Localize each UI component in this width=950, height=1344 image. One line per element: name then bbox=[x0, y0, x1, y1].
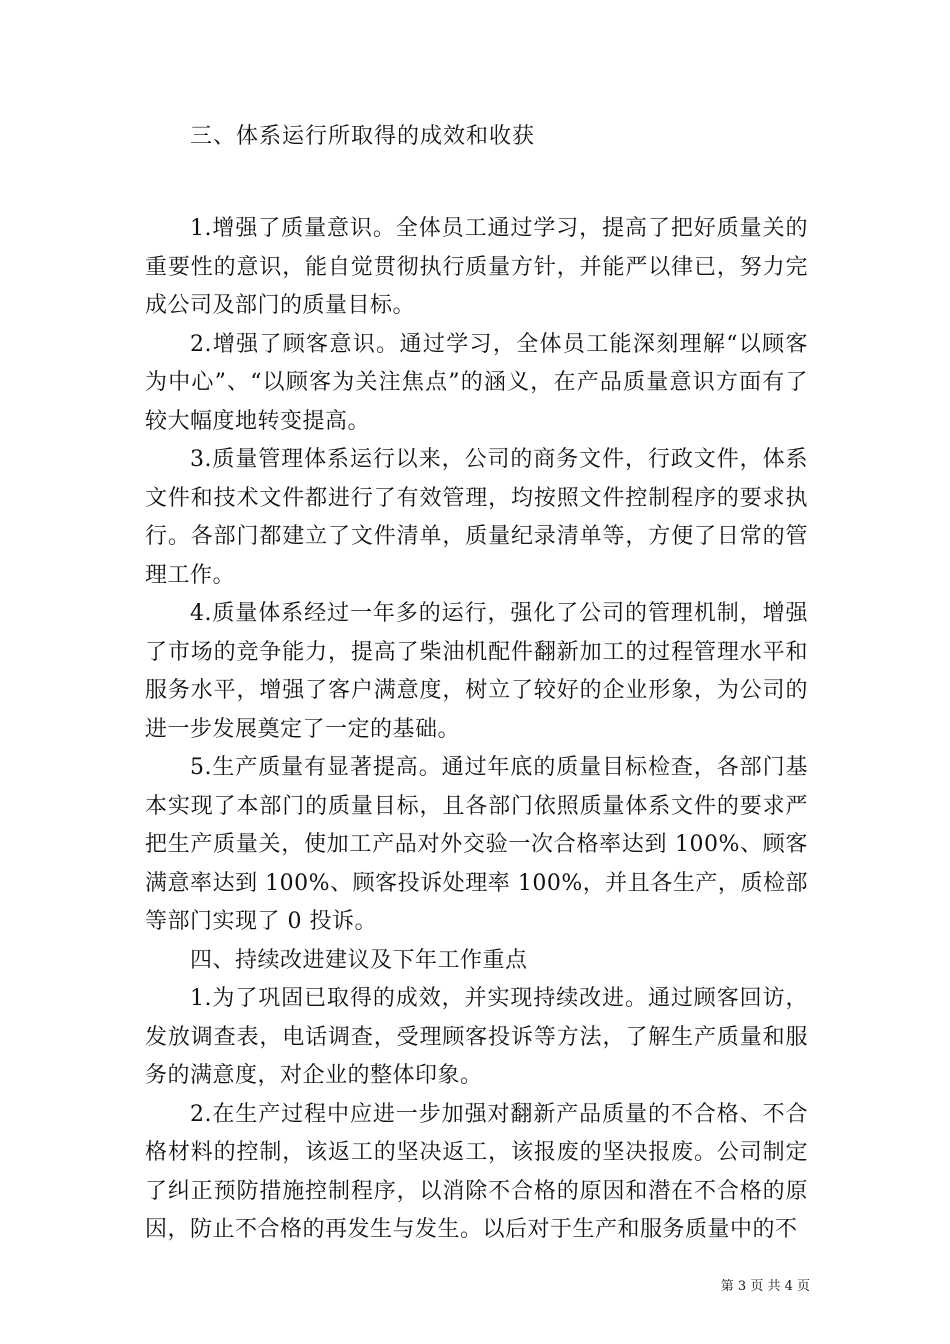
paragraph-6: 1.为了巩固已取得的成效，并实现持续改进。通过顾客回访，发放调查表，电话调查，受理顾客投诉等方法，了解生产质量和服务的满意度，对企业的整体印象。 bbox=[145, 986, 808, 1088]
paragraph-1: 1.增强了质量意识。全体员工通过学习，提高了把好质量关的重要性的意识，能自觉贯彻执行质量方针，并能严以律已，努力完成公司及部门的质量目标。 bbox=[145, 216, 808, 318]
document-body bbox=[145, 210, 808, 1250]
paragraph-7: 2.在生产过程中应进一步加强对翻新产品质量的不合格、不合格材料的控制，该返工的坚决返工，该报废的坚决报废。公司制定了纠正预防措施控制程序，以消除不合格的原因和潜在不合格的原因，防止不合格的再发生与发生。以后对于生产和服务质量中的不 bbox=[145, 1101, 808, 1242]
paragraph-5: 5.生产质量有显著提高。通过年底的质量目标检查，各部门基本实现了本部门的质量目标，且各部门依照质量体系文件的要求严把生产质量关，使加工产品对外交验一次合格率达到 100%、顾客满意率达到 100%、顾客投诉处理率 100%，并且各生产，质检部等部门实现了 0 投诉。 bbox=[145, 755, 808, 934]
page-number: 第 3 页 共 4 页 bbox=[720, 1279, 810, 1294]
paragraph-2: 2.增强了顾客意识。通过学习，全体员工能深刻理解“以顾客为中心”、“以顾客为关注焦点”的涵义，在产品质量意识方面有了较大幅度地转变提高。 bbox=[145, 331, 808, 434]
section-heading: 三、体系运行所取得的成效和收获 bbox=[190, 124, 536, 149]
section-heading-4: 四、持续改进建议及下年工作重点 bbox=[190, 947, 528, 973]
paragraph-4: 4.质量体系经过一年多的运行，强化了公司的管理机制，增强了市场的竞争能力，提高了柴油机配件翻新加工的过程管理水平和服务水平，增强了客户满意度，树立了较好的企业形象，为公司的进一步发展奠定了一定的基础。 bbox=[145, 601, 808, 742]
paragraph-3: 3.质量管理体系运行以来，公司的商务文件，行政文件，体系文件和技术文件都进行了有效管理，均按照文件控制程序的要求执行。各部门都建立了文件清单，质量纪录清单等，方便了日常的管理工作。 bbox=[145, 447, 808, 588]
